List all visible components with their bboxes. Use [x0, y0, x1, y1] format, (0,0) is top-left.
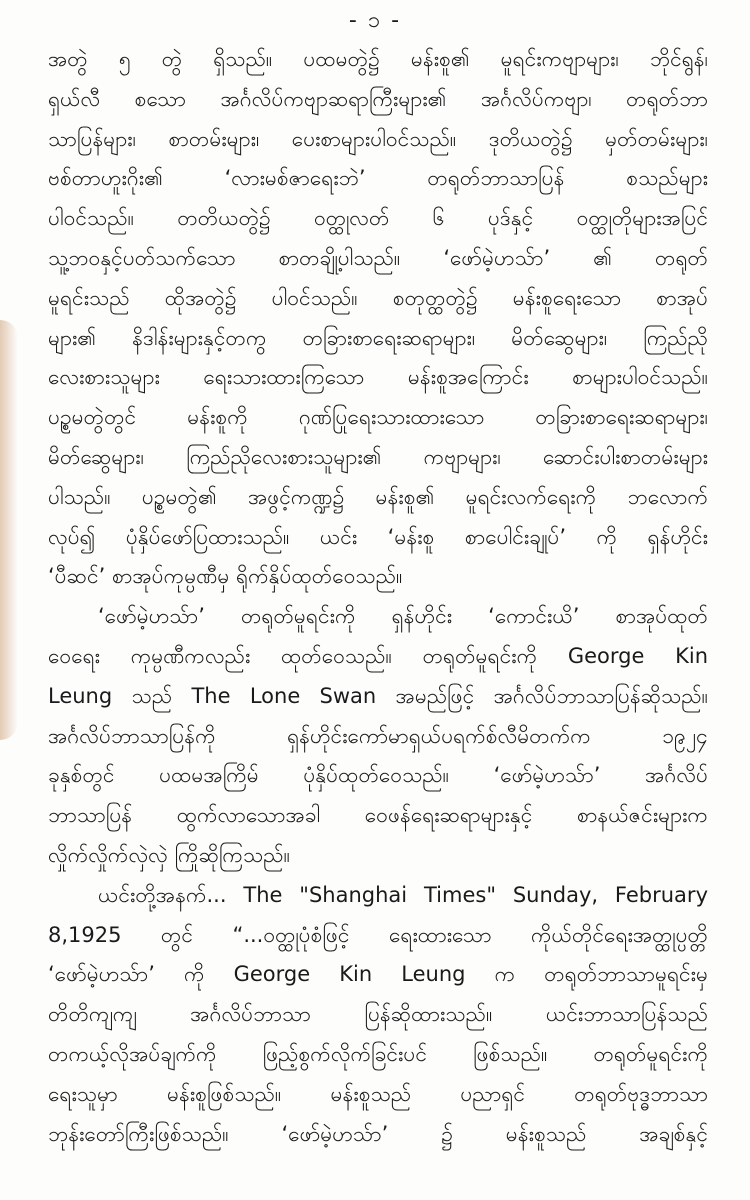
text-line: 8,1925 တွင် “...ဝတ္ထုပုံစံဖြင့် ရေးထားသော ကိုယ်တိုင်ရေးအတ္ထုပ္ပတ္တိ [48, 922, 708, 947]
page-number: - ၁ - [348, 8, 402, 33]
text-line: ယင်းတို့အနက်... The "Shanghai Times" Sunday, February [98, 882, 708, 907]
text-line: မိတ်ဆွေများ၊ ကြည်ညိုလေးစားသူများ၏ ကဗျာများ၊ ဆောင်းပါးစာတမ်းများ [48, 444, 708, 469]
text-line: Leung သည် The Lone Swan အမည်ဖြင့် အင်္ဂလိပ်ဘာသာပြန်ဆိုသည်။ [48, 683, 708, 708]
text-line: လုပ်၍ ပုံနှိပ်ဖော်ပြထားသည်။ ယင်း ‘မန်းစူ စာပေါင်းချုပ်’ ကို ရှန်ဟိုင်း [48, 524, 708, 549]
thumb-shadow [0, 320, 18, 740]
text-line: ခုနှစ်တွင် ပထမအကြိမ် ပုံနှိပ်ထုတ်ဝေသည်။ ‘ဖော်မဲ့ဟသ်ာ’ အင်္ဂလိပ် [48, 763, 708, 788]
text-line: ပါသည်။ ပဉ္စမတွဲ၏ အဖွင့်ကဏ္ဍ၌ မန်းစူ၏ မူရင်းလက်ရေးကို ဘလောက် [48, 484, 708, 509]
text-line: များ၏ နိဒါန်းများနှင့်တကွ တခြားစာရေးဆရာများ၊ မိတ်ဆွေများ၊ ကြည်ညို [48, 325, 708, 350]
text-line: ပဉ္စမတွဲတွင် မန်းစူကို ဂုဏ်ပြုရေးသားထားသော တခြားစာရေးဆရာများ၊ [48, 405, 708, 430]
body-text [48, 40, 708, 1154]
text-line: အတွဲ ၅ တွဲ ရှိသည်။ ပထမတွဲ၌ မန်းစူ၏ မူရင်းကဗျာများ၊ ဘိုင်ရွန်၊ [48, 47, 708, 71]
text-line: ‘ဖော်မဲ့ဟသ်ာ’ ကို George Kin Leung က တရုတ်ဘာသာမူရင်းမှ [48, 962, 708, 987]
text-line: တိတိကျကျ အင်္ဂလိပ်ဘာသာ ပြန်ဆိုထားသည်။ ယင်းဘာသာပြန်သည် [48, 1002, 708, 1027]
text-line: ဝေရေး ကုမ္ပဏီကလည်း ထုတ်ဝေသည်။ တရုတ်မူရင်းကို George Kin [48, 643, 708, 668]
text-line: တကယ့်လိုအပ်ချက်ကို ဖြည့်စွက်လိုက်ခြင်းပင် ဖြစ်သည်။ တရုတ်မူရင်းကို [48, 1041, 708, 1066]
text-line: မူရင်းသည် ထိုအတွဲ၌ ပါဝင်သည်။ စတုတ္ထတွဲ၌ မန်းစူရေးသော စာအုပ် [48, 285, 708, 310]
text-line: ‘ဖော်မဲ့ဟသ်ာ’ တရုတ်မူရင်းကို ရှန်ဟိုင်း ‘ကောင်းယိ’ စာအုပ်ထုတ် [98, 604, 708, 629]
text-line: ‘ပီဆင်’ စာအုပ်ကုမ္ပဏီမှ ရိုက်နှိပ်ထုတ်ဝေသည်။ [48, 564, 403, 589]
text-line: ဗစ်တာဟူးဂိုး၏ ‘လားမစ်ဇာရေးဘဲ’ တရုတ်ဘာသာပြန် စသည်များ [48, 166, 708, 191]
text-line: သာပြန်များ၊ စာတမ်းများ၊ ပေးစာများပါဝင်သည်။ ဒုတိယတွဲ၌ မှတ်တမ်းများ၊ [48, 126, 708, 151]
text-line: အင်္ဂလိပ်ဘာသာပြန်ကို ရှန်ဟိုင်းကော်မာရှယ်ပရက်စ်လီမိတက်က ၁၉၂၄ [48, 723, 708, 748]
text-line: ပါဝင်သည်။ တတိယတွဲ၌ ဝတ္ထုလတ် ၆ ပုဒ်နှင့် ဝတ္ထုတိုများအပြင် [48, 206, 708, 231]
text-line: ဘာသာပြန် ထွက်လာသောအခါ ဝေဖန်ရေးဆရာများနှင့် စာနယ်ဇင်းများက [48, 803, 708, 828]
text-line: လေးစားသူများ ရေးသားထားကြသော မန်းစူအကြောင်း စာများပါဝင်သည်။ [48, 365, 708, 390]
text-line: ရှယ်လီ စသော အင်္ဂလိပ်ကဗျာဆရာကြီးများ၏ အင်္ဂလိပ်ကဗျာ၊ တရုတ်ဘာ [48, 86, 708, 111]
text-line: လှိုက်လှိုက်လှဲလှဲ ကြိုဆိုကြသည်။ [48, 842, 290, 867]
text-line: ရေးသူမှာ မန်းစူဖြစ်သည်။ မန်းစူသည် ပညာရှင် တရုတ်ဗုဒ္ဓဘာသာ [48, 1081, 708, 1106]
text-line: သူ့ဘဝနှင့်ပတ်သက်သော စာတချို့ပါသည်။ ‘ဖော်မဲ့ဟသ်ာ’ ၏ တရုတ် [48, 245, 708, 270]
text-line: ဘုန်းတော်ကြီးဖြစ်သည်။ ‘ဖော်မဲ့ဟသ်ာ’ ၌ မန်းစူသည် အချစ်နှင့် [48, 1121, 708, 1146]
